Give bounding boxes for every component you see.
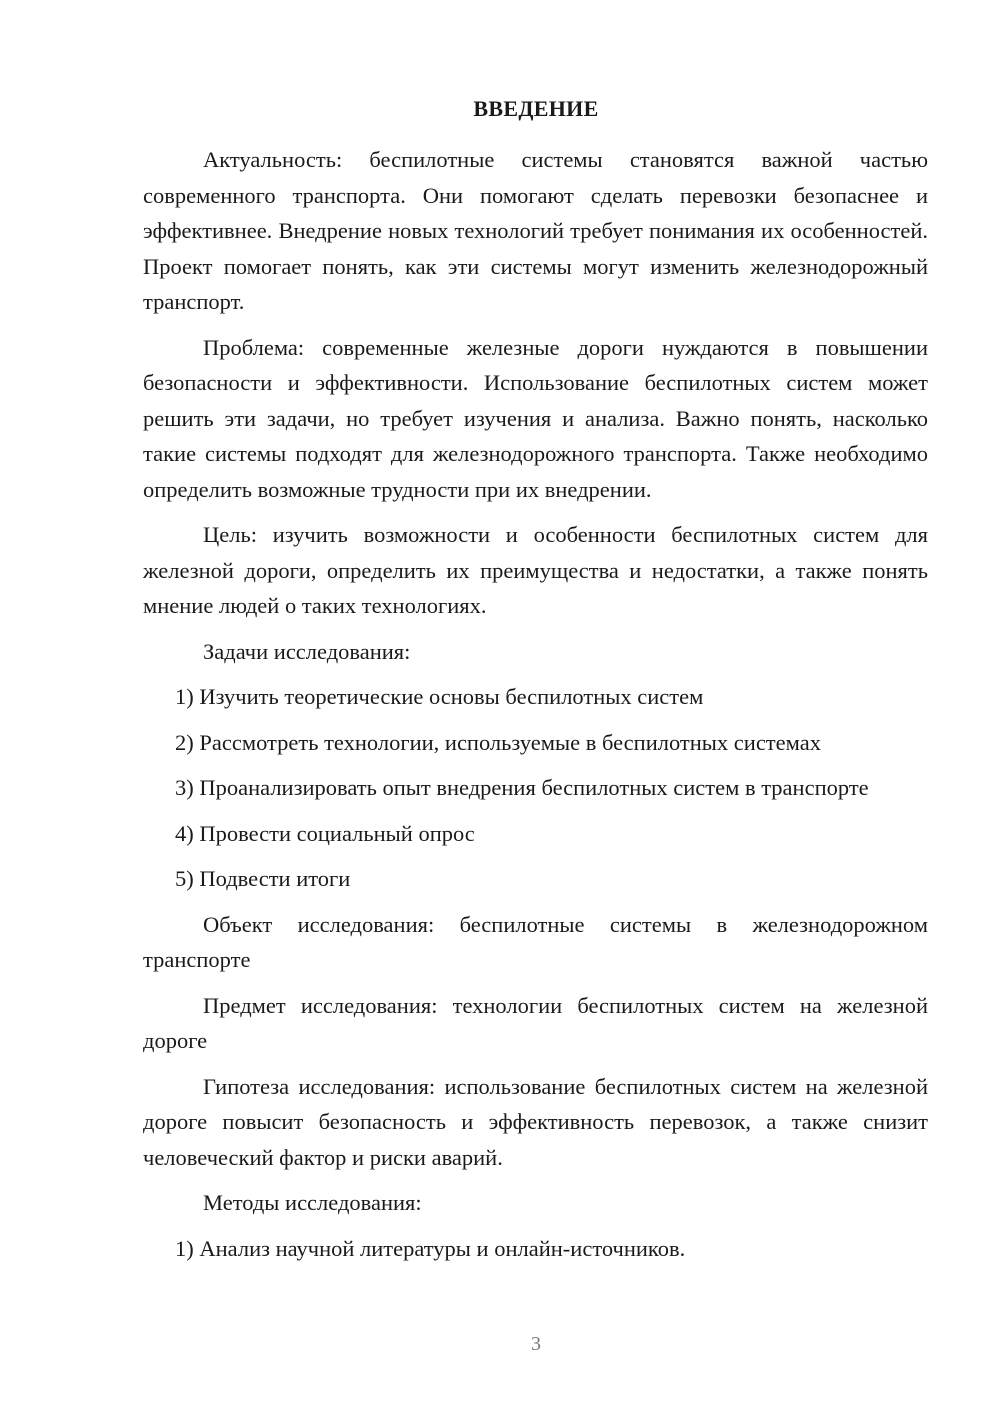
method-item: 1) Анализ научной литературы и онлайн-источников. bbox=[175, 1235, 686, 1261]
task-item: 2) Рассмотреть технологии, используемые в беспилотных системах bbox=[175, 729, 821, 755]
task-item: 1) Изучить теоретические основы беспилотных систем bbox=[175, 684, 704, 709]
task-item: 5) Подвести итоги bbox=[175, 866, 351, 891]
paragraph-hypothesis: Гипотеза исследования: использование беспилотных систем на железной дороге повысит безопасность и эффективность перевозок, а также снизит человеческий фактор и риски аварий. bbox=[143, 1073, 928, 1170]
task-item: 4) Провести социальный опрос bbox=[175, 820, 475, 846]
paragraph-relevance: Актуальность: беспилотные системы становятся важной частью современного транспорта. Они помогают сделать перевозки безопаснее и эффективнее. Внедрение новых технологий требует понимания их особенностей. Проект помогает понять, как эти системы могут изменить железнодорожный транспорт. bbox=[143, 147, 928, 314]
methods-heading: Методы исследования: bbox=[203, 1190, 422, 1215]
paragraph-problem: Проблема: современные железные дороги нуждаются в повышении безопасности и эффективности. Использование беспилотных систем может решить эти задачи, но требует изучения и анализа. Важно понять, насколько такие системы подходят для железнодорожного транспорта. Также необходимо определить возможные трудности при их внедрении. bbox=[143, 334, 928, 502]
task-item: 3) Проанализировать опыт внедрения беспилотных систем в транспорте bbox=[175, 775, 869, 800]
paragraph-goal: Цель: изучить возможности и особенности беспилотных систем для железной дороги, определить их преимущества и недостатки, а также понять мнение людей о таких технологиях. bbox=[143, 522, 928, 618]
tasks-heading: Задачи исследования: bbox=[203, 638, 411, 664]
page-number: 3 bbox=[531, 1333, 541, 1355]
section-heading: ВВЕДЕНИЕ bbox=[473, 96, 599, 121]
document-body bbox=[143, 142, 928, 1276]
paragraph-object: Объект исследования: беспилотные системы в железнодорожном транспорте bbox=[143, 911, 928, 972]
paragraph-subject: Предмет исследования: технологии беспилотных систем на железной дороге bbox=[143, 992, 928, 1053]
